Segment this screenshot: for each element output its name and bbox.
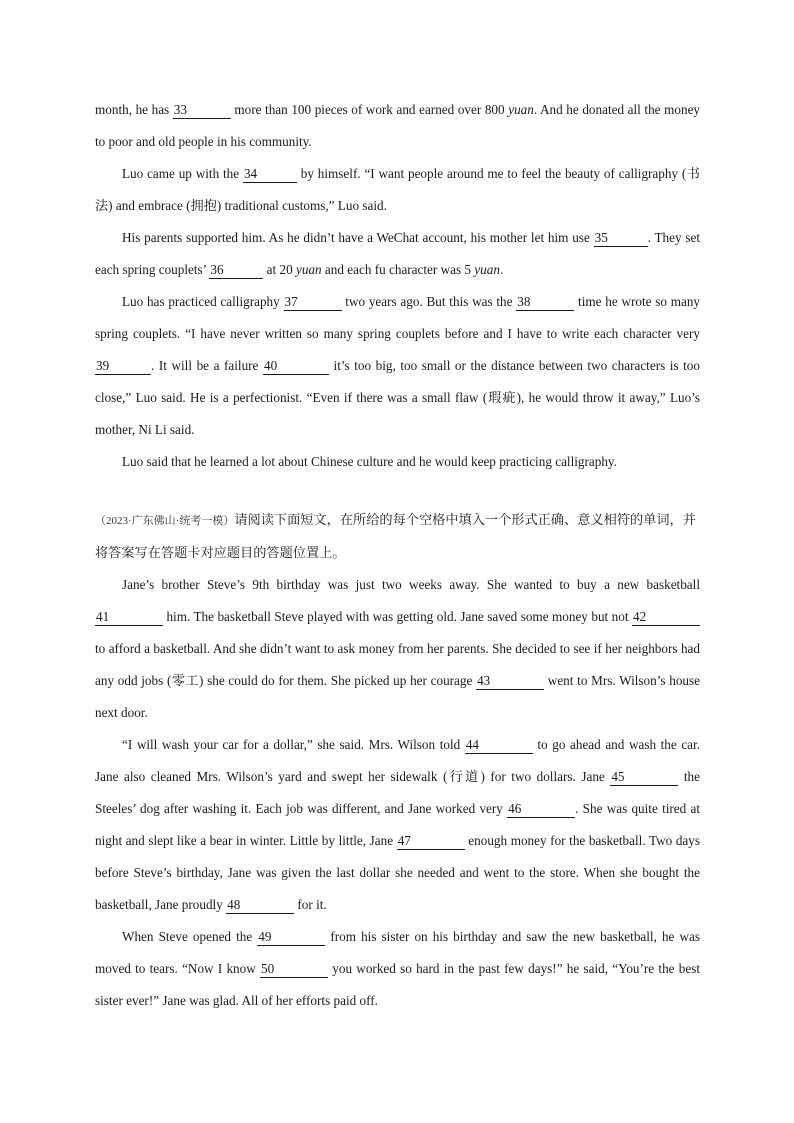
blank-40: 40 <box>263 358 329 375</box>
text-run: His parents supported him. As he didn’t have a WeChat account, his mother let him use <box>122 230 594 245</box>
text-run: . And he donated all the money to poor and old people in his community. <box>95 102 701 149</box>
blank-41: 41 <box>95 609 163 626</box>
blank-37: 37 <box>284 294 342 311</box>
blank-50: 50 <box>260 961 328 978</box>
text-run: from his sister on his birthday and saw the new basketball, he was moved to tears. “Now I know <box>95 929 700 976</box>
text-run: to afford a basketball. And she didn’t want to ask money from her parents. She decided to see if her neighbors had any odd jobs (零工) she could do for them. She picked up her courage <box>95 641 700 688</box>
text-run: two years ago. But this was the <box>341 294 517 309</box>
blank-42: 42 <box>632 609 700 626</box>
paragraph-p2-3 <box>95 921 700 1017</box>
text-run: “I will wash your car for a dollar,” she said. Mrs. Wilson told <box>122 737 465 752</box>
blank-44: 44 <box>465 737 533 754</box>
paragraph-p1-5: Luo said that he learned a lot about Chinese culture and he would keep practicing calligraphy. <box>122 454 617 469</box>
blank-45: 45 <box>610 769 678 786</box>
text-run: the Steeles’ dog after washing it. Each job was different, and Jane worked very <box>95 769 700 816</box>
text-run: for it. <box>294 897 327 912</box>
text-run-italic: yuan <box>508 102 534 117</box>
exercise-instruction: 请阅读下面短文，在所给的每个空格中填入一个形式正确、意义相符的单词，并将答案写在答题卡对应题目的答题位置上。 <box>95 512 696 560</box>
blank-34: 34 <box>243 166 297 183</box>
text-run: at 20 <box>263 262 296 277</box>
text-run: . It will be a failure <box>151 358 263 373</box>
blank-35: 35 <box>594 230 648 247</box>
text-run: Luo came up with the <box>122 166 243 181</box>
blank-48: 48 <box>226 897 294 914</box>
paragraph-p1-2 <box>95 158 700 222</box>
text-run: Jane’s brother Steve’s 9th birthday was just two weeks away. She wanted to buy a new basketball <box>122 577 700 592</box>
text-run: When Steve opened the <box>122 929 258 944</box>
blank-46: 46 <box>507 801 575 818</box>
blank-43: 43 <box>476 673 544 690</box>
blank-47: 47 <box>397 833 465 850</box>
exercise-source: （2023·广东佛山·统考一模） <box>95 515 235 527</box>
text-run: time he wrote so many spring couplets. “I have never written so many spring couplets before and I have to write each character very <box>95 294 701 341</box>
paragraph-p1-3 <box>95 222 700 286</box>
text-run: more than 100 pieces of work and earned over 800 <box>230 102 509 117</box>
text-run: him. The basketball Steve played with was getting old. Jane saved some money but not <box>163 609 632 624</box>
text-run: month, he has <box>95 102 173 117</box>
blank-33: 33 <box>173 102 231 119</box>
text-run: to go ahead and wash the car. Jane also cleaned Mrs. Wilson’s yard and swept her sidewalk (行道) for two dollars. Jane <box>95 737 700 784</box>
text-run: and each fu character was 5 <box>321 262 475 277</box>
text-run: Luo has practiced calligraphy <box>122 294 284 309</box>
paragraph-p1-1 <box>95 94 700 158</box>
text-run: . She was quite tired at night and slept like a bear in winter. Little by little, Jane <box>95 801 701 848</box>
blank-49: 49 <box>257 929 325 946</box>
exercise-header <box>95 504 700 569</box>
text-run: . <box>499 262 504 277</box>
text-run: . They set each spring couplets’ <box>95 230 700 277</box>
paragraph-p2-2 <box>95 729 700 921</box>
paragraph-p2-1 <box>95 569 700 729</box>
blank-38: 38 <box>516 294 574 311</box>
text-run: it’s too big, too small or the distance between two characters is too close,” Luo said. He is a perfectionist. “Even if there was a small flaw (瑕疵), he would throw it away,” Luo’s mother, Ni Li said. <box>95 358 700 437</box>
text-run: went to Mrs. Wilson’s house next door. <box>95 673 700 720</box>
text-run: by himself. “I want people around me to feel the beauty of calligraphy (书法) and embrace (拥抱) traditional customs,” Luo said. <box>95 166 700 213</box>
blank-36: 36 <box>209 262 263 279</box>
text-run: enough money for the basketball. Two days before Steve’s birthday, Jane was given the last dollar she needed and went to the store. When she bought the basketball, Jane proudly <box>95 833 700 912</box>
document-page <box>95 0 700 1017</box>
blank-39: 39 <box>95 358 151 375</box>
text-run-italic: yuan <box>474 262 500 277</box>
paragraph-p1-4 <box>95 286 700 446</box>
text-run-italic: yuan <box>295 262 322 277</box>
text-run: you worked so hard in the past few days!” he said, “You’re the best sister ever!” Jane was glad. All of her efforts paid off. <box>95 961 701 1008</box>
